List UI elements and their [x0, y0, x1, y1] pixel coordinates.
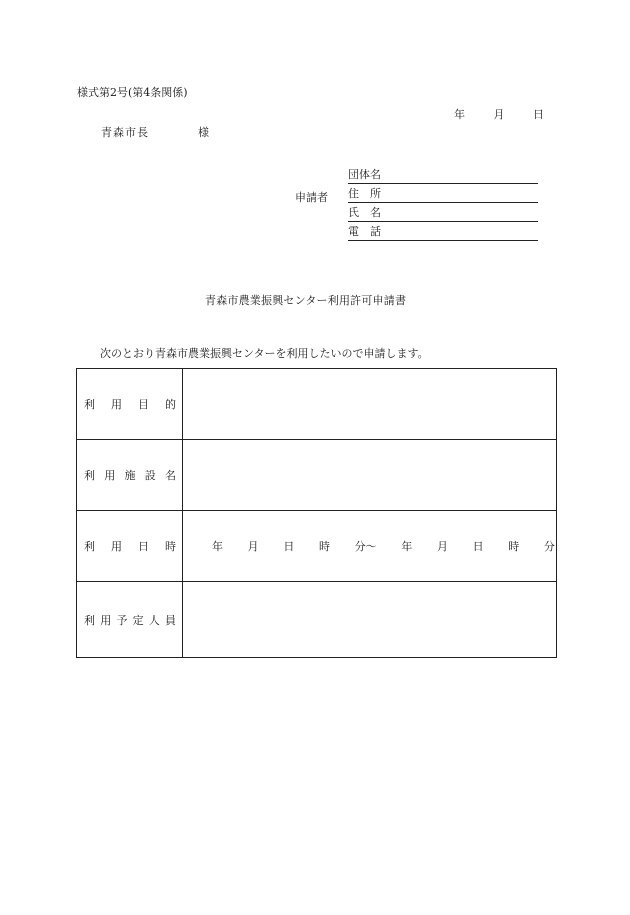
datetime-label [77, 538, 182, 554]
phone-label: 電 話 [348, 225, 381, 238]
datetime-unit: 年 [212, 540, 223, 553]
label-char: 用 [104, 469, 116, 482]
datetime-label-cell [77, 511, 183, 582]
label-char: 員 [164, 613, 176, 627]
label-char: 施 [124, 469, 136, 482]
label-char: 設 [144, 469, 156, 482]
label-char: 利 [84, 398, 95, 411]
people-label-cell [77, 582, 183, 658]
address-field[interactable] [348, 185, 538, 203]
label-char: 利 [84, 613, 95, 627]
people-row [77, 582, 557, 658]
label-char: 時 [165, 540, 176, 553]
date-year-label: 年 [454, 108, 465, 121]
datetime-unit: 時 [318, 540, 330, 553]
form-number: 様式第2号(第4条関係) [77, 86, 188, 99]
datetime-unit: 年 [401, 540, 413, 553]
label-char: 用 [100, 613, 112, 627]
label-char: 利 [84, 469, 95, 482]
name-label: 氏 名 [348, 206, 381, 219]
label-char: 人 [148, 613, 160, 627]
date-day-label: 日 [533, 108, 544, 121]
facility-row [77, 440, 557, 511]
applicant-label: 申請者 [295, 191, 328, 204]
datetime-unit: 月 [436, 540, 448, 553]
people-label [77, 612, 182, 628]
datetime-unit: 日 [283, 540, 295, 553]
datetime-units [183, 538, 556, 554]
address-label: 住 所 [348, 187, 381, 200]
facility-label-cell [77, 440, 183, 511]
datetime-input[interactable] [183, 511, 557, 582]
label-char: 定 [132, 613, 144, 627]
label-char: 名 [165, 469, 176, 482]
purpose-row [77, 369, 557, 440]
date-month-label: 月 [493, 108, 505, 121]
date-line [454, 106, 544, 122]
facility-input[interactable] [183, 440, 557, 511]
label-char: 目 [138, 398, 149, 411]
addressee [101, 124, 209, 140]
datetime-unit: 月 [247, 540, 259, 553]
organization-label: 団体名 [348, 168, 381, 181]
people-input[interactable] [183, 582, 557, 658]
organization-field[interactable] [348, 166, 538, 184]
addressee-honorific: 様 [198, 126, 209, 139]
addressee-title: 青森市長 [101, 126, 149, 139]
document-title: 青森市農業振興センター利用許可申請書 [205, 294, 407, 307]
phone-field[interactable] [348, 223, 538, 241]
datetime-unit: 時 [508, 540, 520, 553]
purpose-input[interactable] [183, 369, 557, 440]
facility-label [77, 467, 182, 483]
datetime-unit: 日 [472, 540, 484, 553]
purpose-label [77, 396, 182, 412]
usage-table [76, 368, 557, 658]
datetime-unit: 分 [543, 540, 555, 553]
datetime-unit: 分～ [354, 540, 377, 553]
label-char: 日 [138, 540, 149, 553]
datetime-row [77, 511, 557, 582]
label-char: 用 [111, 540, 122, 553]
label-char: 的 [165, 398, 176, 411]
purpose-label-cell [77, 369, 183, 440]
name-field[interactable] [348, 204, 538, 222]
label-char: 利 [84, 540, 95, 553]
intro-text: 次のとおり青森市農業振興センターを利用したいので申請します。 [100, 347, 429, 360]
label-char: 予 [116, 613, 128, 627]
label-char: 用 [111, 398, 122, 411]
